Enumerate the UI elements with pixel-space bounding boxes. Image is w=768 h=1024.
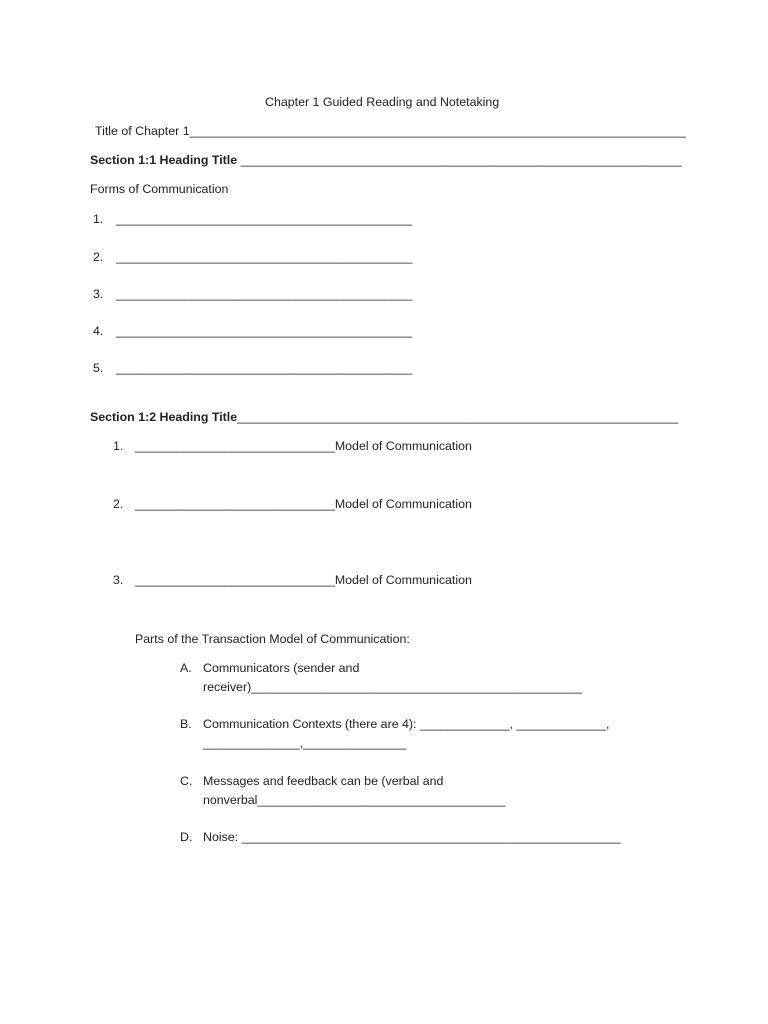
forms-item-blank: ___________________________________________ <box>116 250 413 264</box>
model-item-number: 2. <box>113 497 124 511</box>
model-item-text: _____________________________Model of Communication <box>135 573 472 587</box>
parts-item-line1: Communicators (sender and <box>203 661 360 675</box>
parts-item-line1: Communication Contexts (there are 4): _____________, _____________, <box>203 717 610 731</box>
parts-item-letter: D. <box>180 830 193 844</box>
forms-item-number: 1. <box>93 212 104 226</box>
forms-item-number: 3. <box>93 287 104 301</box>
model-item-text: _____________________________Model of Communication <box>135 439 472 453</box>
forms-item-blank: ___________________________________________ <box>116 324 413 338</box>
forms-item-blank: ___________________________________________ <box>116 361 413 375</box>
section-1-1-blank: ________________________________________________________________ <box>237 153 682 167</box>
forms-of-communication-label: Forms of Communication <box>90 182 229 196</box>
section-1-2-heading-row <box>90 409 678 425</box>
parts-item-letter: A. <box>180 661 192 675</box>
forms-item-number: 2. <box>93 250 104 264</box>
parts-item-line1: Noise: _______________________________________________________ <box>203 830 621 844</box>
chapter-title-field: Title of Chapter 1________________________________________________________________________ <box>95 124 686 138</box>
parts-item-line1: Messages and feedback can be (verbal and <box>203 774 444 788</box>
model-item-number: 3. <box>113 573 124 587</box>
transaction-model-parts-label: Parts of the Transaction Model of Communication: <box>135 632 410 646</box>
section-1-1-heading: Section 1:1 Heading Title <box>90 153 238 167</box>
parts-item-line2: receiver)________________________________________________ <box>203 680 582 694</box>
model-item-text: _____________________________Model of Communication <box>135 497 472 511</box>
section-1-1-heading-row <box>90 152 682 168</box>
model-item-number: 1. <box>113 439 124 453</box>
section-1-2-heading: Section 1:2 Heading Title <box>90 410 238 424</box>
forms-item-blank: ___________________________________________ <box>116 212 413 226</box>
section-1-2-blank: ________________________________________________________________ <box>237 410 679 424</box>
parts-item-line2: ______________,_______________ <box>203 736 407 750</box>
document-title: Chapter 1 Guided Reading and Notetaking <box>265 95 500 109</box>
parts-item-letter: C. <box>180 774 193 788</box>
forms-item-number: 4. <box>93 324 104 338</box>
parts-item-letter: B. <box>180 717 192 731</box>
forms-item-blank: ___________________________________________ <box>116 287 413 301</box>
parts-item-line2: nonverbal____________________________________ <box>203 793 506 807</box>
forms-item-number: 5. <box>93 361 104 375</box>
